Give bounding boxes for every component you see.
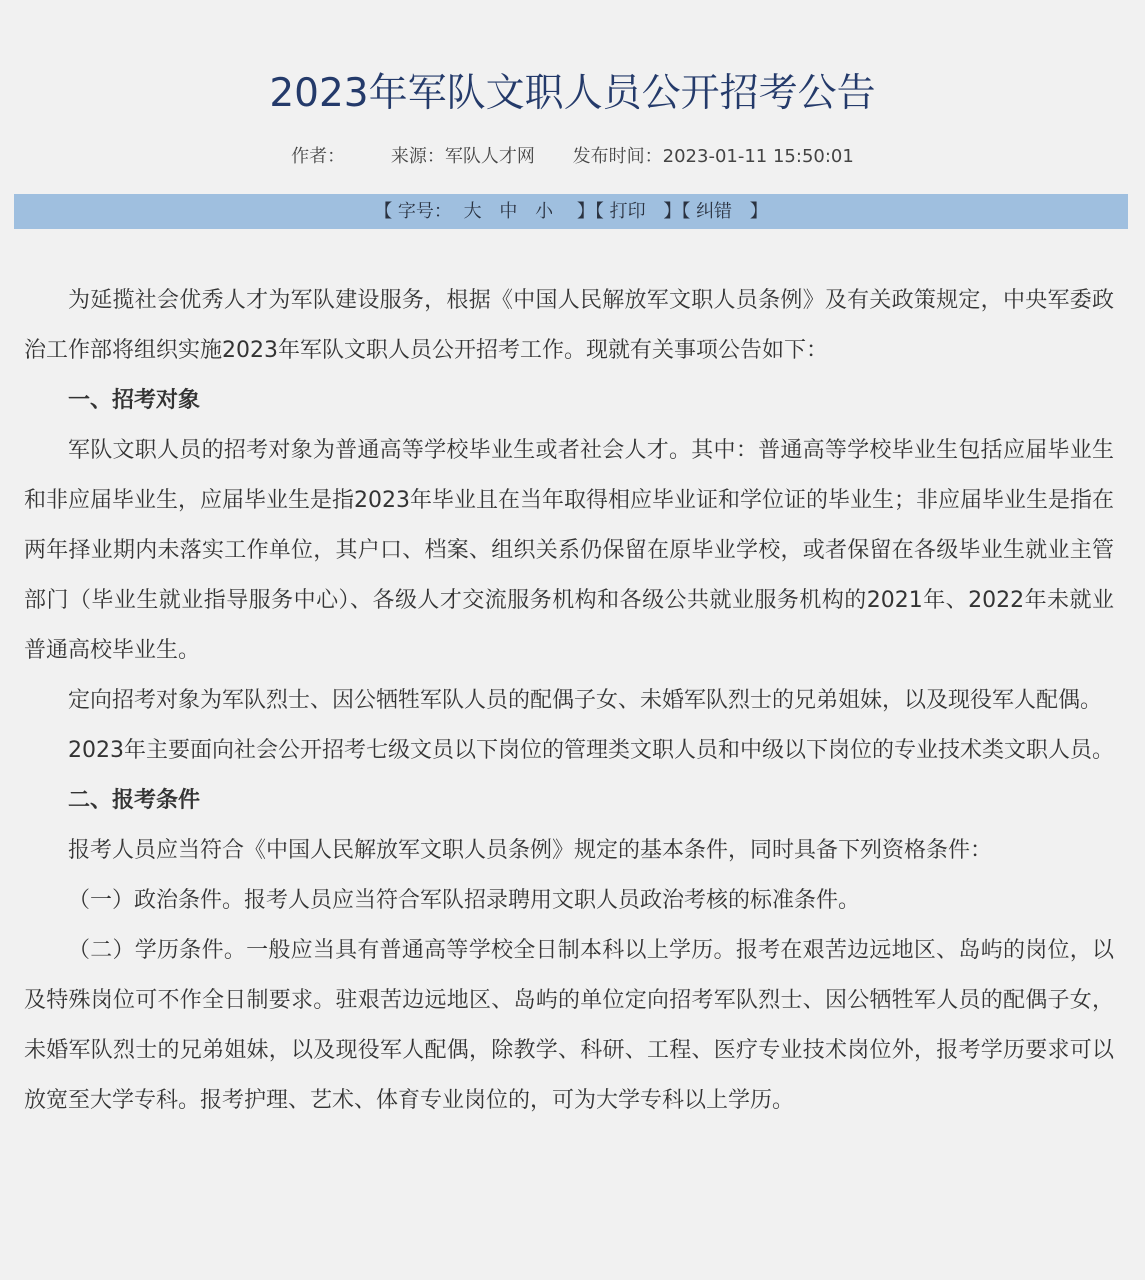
font-size-large-link[interactable]: 大 [463, 201, 482, 222]
paragraph: 定向招考对象为军队烈士、因公牺牲军队人员的配偶子女、未婚军队烈士的兄弟姐妹，以及现役军人配偶。 [68, 688, 1103, 713]
print-link[interactable]: 打印 [609, 201, 646, 222]
paragraph: 军队文职人员的招考对象为普通高等学校毕业生或者社会人才。其中：普通高等学校毕业生包括应届毕业生和非应届毕业生，应届毕业生是指2023年毕业且在当年取得相应毕业证和学位证的毕业生；非应届毕业生是指在两年择业期内未落实工作单位，其户口、档案、组织关系仍保留在原毕业学校，或者保留在各级毕业生就业主管部门（毕业生就业指导服务中心）、各级人才交流服务机构和各级公共就业服务机构的2021年、2022年未就业普通高校毕业生。 [24, 438, 1114, 663]
article-meta [0, 143, 1145, 171]
paragraph: 2023年主要面向社会公开招考七级文员以下岗位的管理类文职人员和中级以下岗位的专业技术类文职人员。 [68, 738, 1114, 763]
author-label: 作者： [291, 146, 346, 167]
source-label: 来源：军队人才网 [390, 146, 535, 167]
page-title: 2023年军队文职人员公开招考公告 [269, 71, 876, 117]
publish-time: 发布时间：2023-01-11 15:50:01 [572, 146, 854, 167]
font-size-small-link[interactable]: 小 [535, 201, 554, 222]
correct-error-link[interactable]: 纠错 [696, 201, 733, 222]
paragraph: 报考人员应当符合《中国人民解放军文职人员条例》规定的基本条件，同时具备下列资格条件： [68, 838, 993, 863]
paragraph-intro: 为延揽社会优秀人才为军队建设服务，根据《中国人民解放军文职人员条例》及有关政策规定，中央军委政治工作部将组织实施2023年军队文职人员公开招考工作。现就有关事项公告如下： [24, 288, 1114, 363]
article-body [24, 276, 1114, 1126]
section-heading: 二、报考条件 [68, 788, 201, 813]
font-size-label: 【 字号： [374, 201, 452, 222]
section-heading: 一、招考对象 [68, 388, 201, 413]
paragraph: （二）学历条件。一般应当具有普通高等学校全日制本科以上学历。报考在艰苦边远地区、岛屿的岗位，以及特殊岗位可不作全日制要求。驻艰苦边远地区、岛屿的单位定向招考军队烈士、因公牺牲军人员的配偶子女，未婚军队烈士的兄弟姐妹，以及现役军人配偶，除教学、科研、工程、医疗专业技术岗位外，报考学历要求可以放宽至大学专科。报考护理、艺术、体育专业岗位的，可为大学专科以上学历。 [24, 938, 1114, 1113]
font-size-medium-link[interactable]: 中 [499, 201, 518, 222]
article-toolbar [14, 194, 1128, 229]
toolbar-separator: 】 [749, 201, 768, 222]
toolbar-separator: 】【 [663, 201, 691, 222]
toolbar-separator: 】【 [576, 201, 604, 222]
paragraph: （一）政治条件。报考人员应当符合军队招录聘用文职人员政治考核的标准条件。 [68, 888, 861, 913]
